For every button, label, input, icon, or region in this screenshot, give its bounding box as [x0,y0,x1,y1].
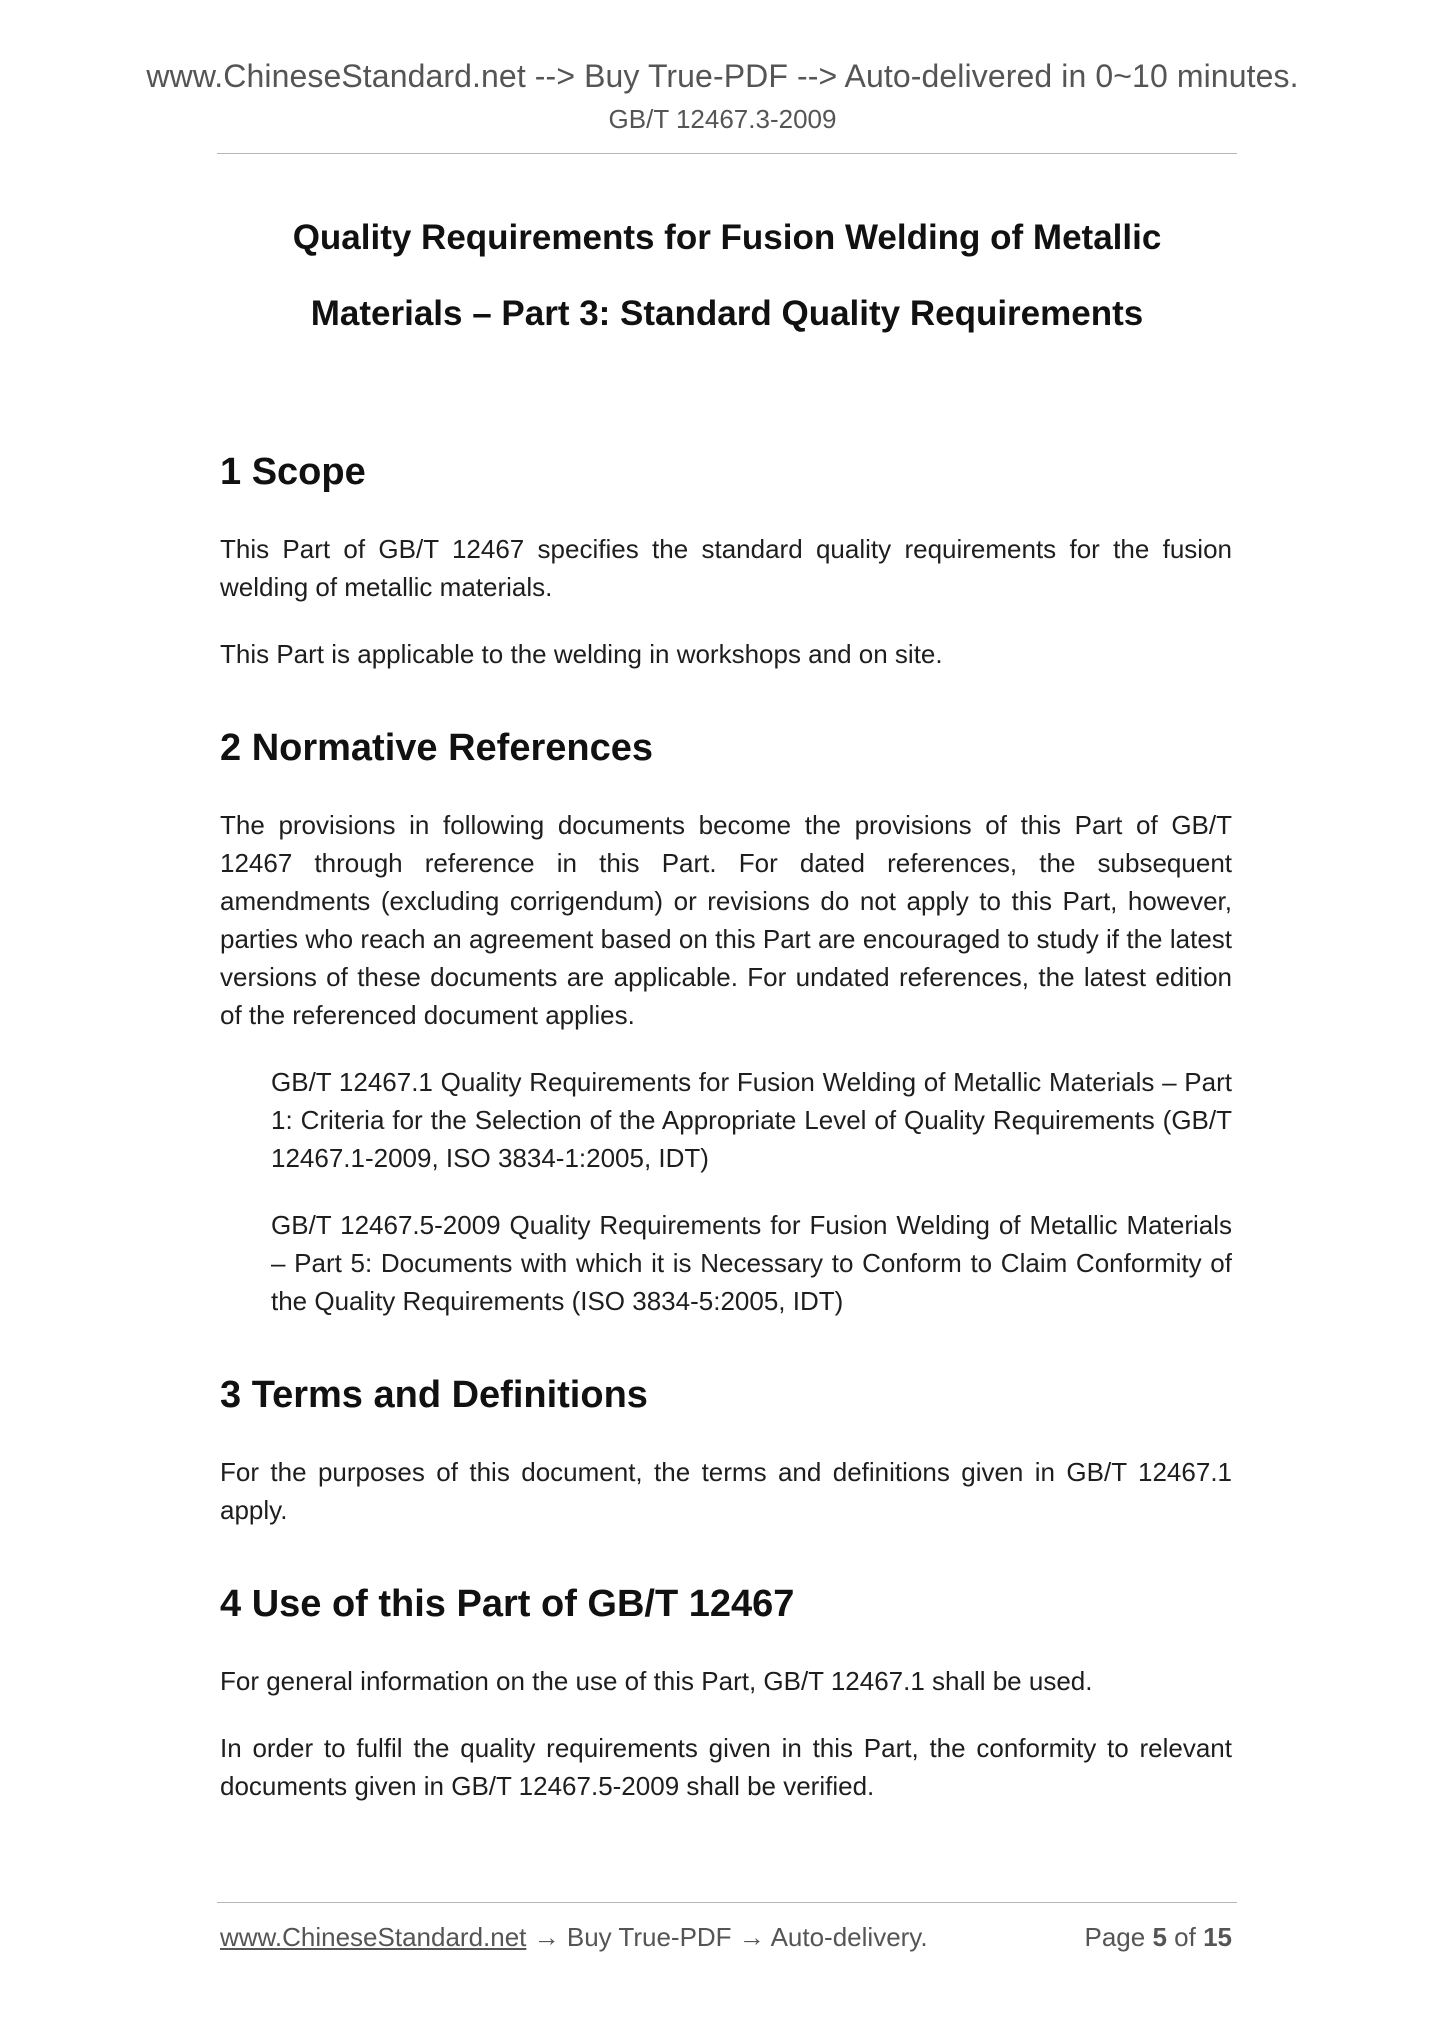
header-banner: www.ChineseStandard.net --> Buy True-PDF --> Auto-delivered in 0~10 minutes. [146,58,1299,94]
document-body [220,448,1232,1834]
scope-paragraph-2: This Part is applicable to the welding in workshops and on site. [220,639,943,669]
terms-paragraph: For the purposes of this document, the terms and definitions given in GB/T 12467.1 apply. [220,1457,1232,1525]
use-paragraph-2: In order to fulfil the quality requirements given in this Part, the conformity to relevant documents given in GB/T 12467.5-2009 shall be verified. [220,1733,1232,1801]
section-heading-terms: 3 Terms and Definitions [220,1374,648,1416]
document-title-line2: Materials – Part 3: Standard Quality Requirements [310,294,1144,333]
of-label: of [1174,1922,1196,1952]
footer-promo-text: → Buy True-PDF → Auto-delivery. [526,1922,928,1952]
section-heading-use: 4 Use of this Part of GB/T 12467 [220,1583,795,1625]
page-number [1084,1922,1232,1953]
section-heading-scope: 1 Scope [220,451,366,493]
header-divider [217,153,1237,154]
document-title [217,200,1237,352]
reference-item-2: GB/T 12467.5-2009 Quality Requirements for Fusion Welding of Metallic Materials – Part 5: Documents with which it is Necessary to Conform to Claim Conformity of the Quality Requirements (ISO 3834-5:2005, IDT) [271,1210,1232,1316]
section-heading-normative-references: 2 Normative References [220,727,653,769]
use-paragraph-1: For general information on the use of this Part, GB/T 12467.1 shall be used. [220,1666,1093,1696]
footer-site-link[interactable]: www.ChineseStandard.net [220,1922,527,1952]
footer-divider [217,1902,1237,1903]
document-title-line1: Quality Requirements for Fusion Welding of Metallic [292,218,1162,257]
page-label: Page [1084,1922,1146,1952]
normative-paragraph: The provisions in following documents become the provisions of this Part of GB/T 12467 through reference in this Part. For dated references, the subsequent amendments (excluding corrigendum) or revisions do not apply to this Part, however, parties who reach an agreement based on this Part are encouraged to study if the latest versions of these documents are applicable. For undated references, the latest edition of the referenced document applies. [220,810,1232,1030]
reference-item-1: GB/T 12467.1 Quality Requirements for Fusion Welding of Metallic Materials – Part 1: Criteria for the Selection of the Appropriate Level of Quality Requirements (GB/T 12467.1-2009, ISO 3834-1:2005, IDT) [271,1067,1232,1173]
footer-promo [220,1922,928,1953]
page-current: 5 [1152,1922,1167,1952]
scope-paragraph-1: This Part of GB/T 12467 specifies the standard quality requirements for the fusion welding of metallic materials. [220,534,1232,602]
page-total: 15 [1203,1922,1232,1952]
standard-number: GB/T 12467.3-2009 [608,104,837,134]
